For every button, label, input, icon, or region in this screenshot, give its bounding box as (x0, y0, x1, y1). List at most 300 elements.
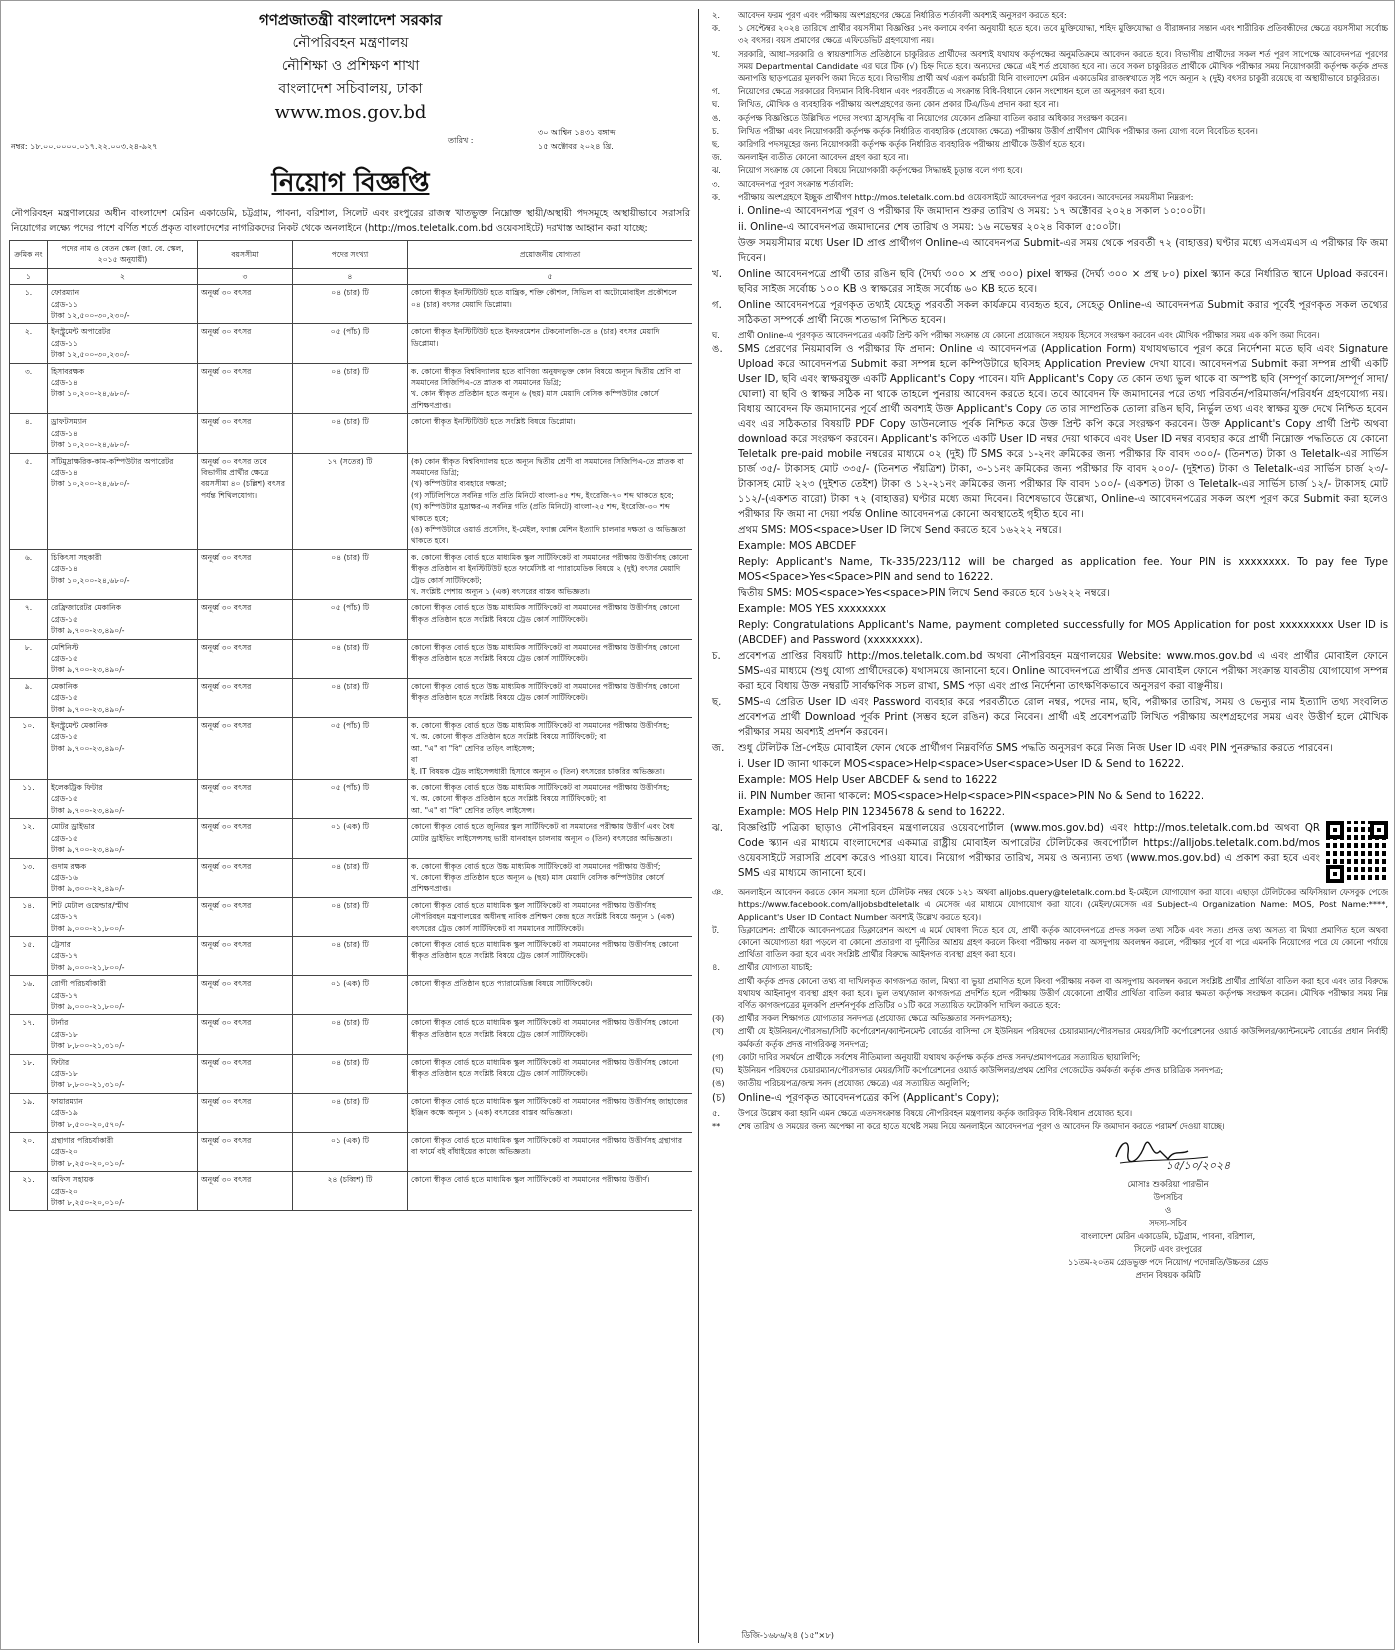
condition-text: Online আবেদনপত্রে পূরণকৃত তথ্যই যেহেতু পরবর্তী সকল কার্যক্রমে ব্যবহৃত হবে, সেহেতু Online-এ আবেদনপত্র Submit করার পূর্বেই পূরণকৃত সকল তথ্যের সঠিকতা সম্পর্কে প্রার্থী নিজে শতভাগ নিশ্চিত হবেন। (738, 300, 1388, 327)
cell-serial: ৩. (10, 363, 48, 414)
cell-serial: ৮. (10, 639, 48, 678)
cell-qualification: কোনো স্বীকৃত ইনস্টিটিউট হতে যান্ত্রিক, শক্তি কৌশল, সিভিল বা অটোমোবাইল প্রকৌশলে ০৪ (চার) বৎসর মেয়াদি ডিপ্লোমা। (408, 285, 693, 324)
condition-text: ডিক্লারেশন: প্রার্থীকে আবেদনপত্রের ডিক্লারেশন অংশে এ মর্মে ঘোষণা দিতে হবে যে, প্রার্থী কর্তৃক আবেদনপত্রে প্রদত্ত সকল তথ্য সঠিক এবং সত্য। প্রদত্ত তথ্য অসত্য বা মিথ্যা প্রমাণিত হলে অথবা কোনো অযোগ্যতা ধরা পড়লে বা কোনো প্রতারণা বা দুর্নীতির আশ্রয় গ্রহণ করলে কিংবা পরীক্ষায় নকল বা অসদুপায় অবলম্বন করলে, পরীক্ষার পূর্বে বা পরে এমনকি নিয়োগের পরে যে কোনো পর্যায়ে প্রার্থিতা বাতিল করা হবে এবং সংশ্লিষ্ট প্রার্থীর বিরুদ্ধে আইনগত ব্যবস্থা গ্রহণ করা হবে। (738, 924, 1388, 960)
condition-key: (ঘ) (712, 1065, 724, 1076)
condition-item (704, 961, 1388, 973)
condition-text: লিখিত পরীক্ষা এবং নিয়োগকারী কর্তৃপক্ষ কর্তৃক নির্ধারিত ব্যবহারিক (প্রযোজ্য ক্ষেত্রে) পরীক্ষায় উত্তীর্ণ প্রার্থীগণ মৌখিক পরীক্ষার জন্য যোগ্য বলে বিবেচিত হবেন। (738, 125, 1258, 136)
condition-key (704, 204, 738, 219)
condition-item (704, 649, 1388, 694)
condition-item (704, 48, 1388, 85)
cell-post: টার্নার গ্রেড-১৮ টাকা ৮,৮০০-২১,৩১০/- (48, 1015, 198, 1054)
dfp-code: ডিজি-১৬৮৬/২৪ (১৫"×৮) (741, 1630, 834, 1640)
cell-serial: ৪. (10, 414, 48, 453)
cell-count: ০৪ (চার) টি (293, 858, 408, 897)
condition-key: (খ) (712, 1026, 724, 1037)
cell-serial: ৫. (10, 453, 48, 549)
condition-item (704, 773, 1388, 788)
cell-serial: ১২. (10, 819, 48, 858)
cell-qualification: ক. কোনো স্বীকৃত বোর্ড হতে মাধ্যমিক স্কুল সার্টিফিকেট বা সমমানের পরীক্ষায় উত্তীর্ণসহ কোনো স্বীকৃত প্রতিষ্ঠান বা ইনস্টিটিউট হতে ফার্মেসিষ্ট বা প্যারামেডিক বিষয়ে ২ (দুই) বৎসর মেয়াদি ট্রেড কোর্স সার্টিফিকেট; খ. সংশ্লিষ্ট পেশায় অন্যূন ১ (এক) বৎসরের বাস্তব অভিজ্ঞতা। (408, 549, 693, 600)
condition-key: ঞ. (712, 887, 724, 898)
cell-age: অনূর্ধ্ব ৩০ বৎসর (198, 780, 293, 819)
cell-count: ০৫ (পাঁচ) টি (293, 600, 408, 639)
condition-item (704, 236, 1388, 266)
signatory-and: ও (1164, 1204, 1172, 1215)
condition-key: গ. (712, 300, 722, 312)
condition-key: ঙ. (712, 344, 723, 356)
col-header-count: পদের সংখ্যা (293, 241, 408, 269)
table-header-row (10, 241, 693, 269)
cell-serial: ১১. (10, 780, 48, 819)
table-row (10, 639, 693, 678)
condition-item (704, 695, 1388, 740)
cell-count: ০৪ (চার) টি (293, 363, 408, 414)
condition-key: জ. (712, 743, 725, 755)
cell-post: গুদাম রক্ষক গ্রেড-১৬ টাকা ৯,৩০০-২২,৪৯০/- (48, 858, 198, 897)
condition-key: ৫. (712, 1107, 721, 1118)
cell-post: ইলেকট্রিক ফিটার গ্রেড-১৫ টাকা ৯,৭০০-২৩,৪৯০/- (48, 780, 198, 819)
condition-text: ইউনিয়ন পরিষদের চেয়ারম্যান/পৌরসভার মেয়র/সিটি কর্পোরেশনের ওয়ার্ড কাউন্সিলর/প্রথম শ্রেণির গেজেটেড কর্মকর্তা কর্তৃক প্রদত্ত চারিত্রিক সনদপত্র; (738, 1065, 1224, 1076)
table-row (10, 324, 693, 363)
cell-count: ০৪ (চার) টি (293, 678, 408, 717)
condition-key: খ. (712, 269, 722, 281)
condition-item (704, 586, 1388, 601)
condition-text: Example: MOS ABCDEF (738, 541, 857, 553)
table-row (10, 1015, 693, 1054)
cell-count: ০১ (এক) টি (293, 1133, 408, 1172)
cell-post: শিট মেটাল ওয়েল্ডার/স্মীথ গ্রেড-১৭ টাকা ৯,০০০-২১,৮০০/- (48, 897, 198, 936)
condition-item (704, 220, 1388, 235)
condition-item (704, 164, 1388, 176)
condition-item (704, 555, 1388, 585)
table-row (10, 600, 693, 639)
memo-number: নম্বর: ১৮.০০.০০০০.০১৭.২২.০০৩.২৪-৯২৭ (11, 142, 158, 151)
cell-age: অনূর্ধ্ব ৩০ বৎসর (198, 976, 293, 1015)
cell-age: অনূর্ধ্ব ৩০ বৎসর (198, 858, 293, 897)
cell-serial: ১০. (10, 718, 48, 780)
condition-text: নিয়োগ সংক্রান্ত যে কোনো বিষয়ে নিয়োগকারী কর্তৃপক্ষের সিদ্ধান্তই চূড়ান্ত বলে গণ্য হবে। (738, 165, 1023, 176)
cell-serial: ১৭. (10, 1015, 48, 1054)
cell-post: ফিটার গ্রেড-১৮ টাকা ৮,৮০০-২১,৩১০/- (48, 1054, 198, 1093)
col-number: ৩ (198, 268, 293, 284)
condition-text: SMS-এ প্রেরিত User ID এবং Password ব্যবহার করে পরবর্তীতে রোল নম্বর, পদের নাম, ছবি, পরীক্ষার তারিখ, সময় ও ভেন্যুর নাম ইত্যাদি তথ্য সংবলিত প্রবেশপত্র প্রার্থী Download পূর্বক Print (সম্ভব হলে রঙিন) করে নিবেন। প্রার্থী এই প্রবেশপত্রটি লিখিত পরীক্ষায় অংশগ্রহণের সময় এবং উত্তীর্ণ হলে মৌখিক পরীক্ষার সময় অবশ্যই প্রদর্শন করবেন। (738, 697, 1388, 739)
cell-qualification: কোনো স্বীকৃত বোর্ড হতে উচ্চ মাধ্যমিক সার্টিফিকেট বা সমমানের পরীক্ষায় উত্তীর্ণসহ কোনো স্বীকৃত প্রতিষ্ঠান হতে সংশ্লিষ্ট বিষয়ে ট্রেড কোর্স সার্টিফিকেট। (408, 639, 693, 678)
cell-serial: ১৯. (10, 1093, 48, 1132)
column-divider (698, 9, 699, 1643)
condition-key (704, 555, 738, 585)
cell-count: ০৫ (পাঁচ) টি (293, 718, 408, 780)
cell-age: অনূর্ধ্ব ৩০ বৎসর (198, 285, 293, 324)
cell-age: অনূর্ধ্ব ৩০ বৎসর (198, 1093, 293, 1132)
cell-count: ০৪ (চার) টি (293, 549, 408, 600)
condition-item (704, 886, 1388, 923)
col-header-serial: ক্রমিক নং (10, 241, 48, 269)
cell-count: ০৪ (চার) টি (293, 936, 408, 975)
cell-qualification: (ক) কোন স্বীকৃত বিশ্ববিদ্যালয় হতে অন্যূন দ্বিতীয় শ্রেণী বা সমমানের সিজিপিএ-তে স্নাতক বা সমমানের ডিগ্রি; (খ) কম্পিউটার ব্যবহারে দক্ষতা; (গ) সাঁটলিপিতে সর্বনিম্ন গতি প্রতি মিনিটে বাংলা-৪৫ শব্দ, ইংরেজি-৭০ শব্দ থাকতে হবে; (ঘ) কম্পিউটার মুদ্রাক্ষর-এ সর্বনিম্ন গতি (প্রতি মিনিটে) বাংলা-২৫ শব্দ, ইংরেজি-৩০ শব্দ থাকতে হবে; (ঙ) কম্পিউটারে ওয়ার্ড প্রসেসিং, ই-মেইল, ফ্যাক্স মেশিন ইত্যাদি চালনার দক্ষতা ও অভিজ্ঞতা থাকতে হবে। (408, 453, 693, 549)
condition-text: কর্তৃপক্ষ বিজ্ঞপ্তিতে উল্লিখিত পদের সংখ্যা হ্রাস/বৃদ্ধি বা নিয়োগের যেকোন প্রক্রিয়া বাতিল করার অধিকার সংরক্ষণ করেন। (738, 112, 1127, 123)
condition-key: ঘ. (712, 99, 720, 110)
condition-key: (গ) (712, 1051, 724, 1062)
condition-key: খ. (712, 48, 721, 59)
condition-key: চ. (712, 125, 720, 136)
condition-text: প্রার্থী Online-এ পূরণকৃত আবেদনপত্রের একটি প্রিন্ট কপি পরীক্ষা সংক্রান্ত যে কোনো প্রয়োজনে সহায়ক হিসেবে সংরক্ষণ করবেন এবং মৌখিক পরীক্ষার সময় এক কপি জমা দিবেন। (738, 330, 1320, 341)
notice-title: নিয়োগ বিজ্ঞপ্তি (271, 168, 430, 198)
condition-item (704, 741, 1388, 756)
condition-key: ঙ. (712, 112, 721, 123)
condition-item (704, 151, 1388, 163)
condition-text: SMS প্রেরণের নিয়মাবলি ও পরীক্ষার ফি প্রদান: Online এ আবেদনপত্র (Application Form) যথাযথভাবে পূরণ করে নির্দেশনা মতে ছবি এবং Signature Upload করে আবেদনপত্র Submit করা সম্পন্ন হলে কম্পিউটারে ছবিসহ Application Preview দেখা যাবে। আবেদনপত্র Submit করা সম্পন্ন প্রার্থী একটি User ID, ছবি এবং স্বাক্ষরযুক্ত একটি Applicant's Copy পাবেন। যদি Applicant's Copy তে কোন তথ্য ভুল থাকে বা অস্পষ্ট ছবি (সম্পূর্ণ কালো/সম্পূর্ণ সাদা/ঘোলা) বা ছবি ও স্বাক্ষর সঠিক না থাকে তাহলে পুনরায় আবেদন করতে হবে। তবে আবেদন ফি জমাদানের পরে তথ্য পরিবর্তন/পরিমার্জন/পরিবর্ধন গ্রহণযোগ্য নয়। বিধায় আবেদন ফি জমাদানের পূর্বে প্রার্থী অবশ্যই উক্ত Applicant's Copy তে তার সাম্প্রতিক তোলা রঙিন ছবি, নির্ভুল তথ্য এবং স্বাক্ষর যুক্ত দেখে নিশ্চিত হবেন এবং এর সঠিকতার বিষয়টি PDF Copy ডাউনলোড পূর্বক নিশ্চিত করে উক্ত প্রিন্ট কপি করে সংরক্ষণ করবেন। উক্ত Applicant's Copy প্রার্থী প্রিন্ট অথবা download করে সংরক্ষণ করবেন। Applicant's কপিতে একটি User ID নম্বর দেয়া থাকবে এবং User ID নম্বর ব্যবহার করে প্রার্থী নিম্নোক্ত পদ্ধতিতে যে কোনো Teletalk pre-paid mobile নম্বরের মাধ্যমে ০২ (দুই) টি SMS করে ১-২নং ক্রমিকের জন্য পরীক্ষার ফি বাবদ ৩০০/- (তিনশত) টাকা ও Teletalk-এর সার্ভিস চার্জ ৩৫/- টাকাসহ মোট ৩৩৫/- (তিনশত পঁয়ত্রিশ) টাকা, ৩-১১নং ক্রমিকের জন্য পরীক্ষার ফি বাবদ ২০০/- (দুইশত) টাকা ও Teletalk-এর সার্ভিস চার্জ ২৩/- টাকাসহ মোট ২২৩ (দুইশত তেইশ) টাকা ও ১২-২১নং ক্রমিকের জন্য পরীক্ষার ফি বাবদ ১০০/- (একশত) টাকা ও Teletalk-এর সার্ভিস চার্জ ১২/- টাকাসহ মোট ১১২/-(একশত বারো) টাকা ৭২ (বাহাত্তর) ঘণ্টার মধ্যে জমা দিবেন। বিশেষভাবে উল্লেখ্য, Online-এ আবেদনপত্রের সকল অংশ পূরণ করে Submit করা হলেও পরীক্ষার ফি জমা না দেয়া পর্যন্ত Online আবেদনপত্র কোনো অবস্থাতেই গৃহীত হবে না। (738, 344, 1388, 521)
condition-item (704, 178, 1388, 190)
table-row (10, 1133, 693, 1172)
cell-count: ০৫ (পাঁচ) টি (293, 324, 408, 363)
cell-age: অনূর্ধ্ব ৩০ বৎসর (198, 819, 293, 858)
cell-post: রেফ্রিজারেটর মেকানিক গ্রেড-১৫ টাকা ৯,৭০০-২৩,৪৯০/- (48, 600, 198, 639)
condition-text: শেষ তারিখ ও সময়ের জন্য অপেক্ষা না করে হাতে যথেষ্ট সময় নিয়ে অনলাইনে আবেদনপত্র পূরণ ও আবেদন ফি জমাদান করতে পরামর্শ দেওয়া যাচ্ছে। (738, 1120, 1225, 1131)
cell-count: ০৪ (চার) টি (293, 897, 408, 936)
condition-text: জাতীয় পরিচয়পত্র/জন্ম সনদ (প্রযোজ্য ক্ষেত্রে) এর সত্যায়িত অনুলিপি; (738, 1078, 970, 1089)
condition-item (704, 1107, 1388, 1119)
condition-item (704, 342, 1388, 522)
signature-area (704, 1133, 1388, 1343)
cell-post: ইনস্ট্রুমেন্ট অপারেটর গ্রেড-১১ টাকা ১২,৫০০-৩০,২৩০/- (48, 324, 198, 363)
cell-serial: ১৪. (10, 897, 48, 936)
cell-age: অনূর্ধ্ব ৩০ বৎসর (198, 600, 293, 639)
condition-item (704, 1091, 1388, 1106)
signature-block (1038, 1133, 1298, 1282)
cell-count: ০৪ (চার) টি (293, 1093, 408, 1132)
cell-count: ০৪ (চার) টি (293, 1015, 408, 1054)
condition-item (704, 1077, 1388, 1089)
condition-key: ক. (712, 191, 721, 202)
left-column (9, 9, 692, 1643)
cell-post: ট্রেসার গ্রেড-১৭ টাকা ৯,০০০-২১,৮০০/- (48, 936, 198, 975)
cell-qualification: ক. কোনো স্বীকৃত বোর্ড হতে উচ্চ মাধ্যমিক সার্টিফিকেট বা সমমানের পরীক্ষায় উত্তীর্ণসহ; খ. অ. কোনো স্বীকৃত প্রতিষ্ঠান হতে সংশ্লিষ্ট বিষয়ে সার্টিফিকেট; বা আ. "এ" বা "বি" শ্রেণির তড়িৎ লাইসেন্স। (408, 780, 693, 819)
condition-key: ৪. (712, 962, 721, 973)
condition-text: অনলাইনে আবেদন করতে কোন সমস্যা হলে টেলিটক নম্বর থেকে ১২১ অথবা alljobs.query@teletalk.com.bd ই-মেইলে যোগাযোগ করা যাবে। এছাড়া টেলিটকের অফিসিয়াল ফেসবুক পেজে https://www.facebook.com/alljobsbdteletalk এ মেসেজ এর মাধ্যমে যোগাযোগ করা যাবে। (মেইল/মেসেজ এর Subject-এ Organization Name: MOS, Post Name:****, Applicant's User ID Contact Number অবশ্যই উল্লেখ করতে হবে)। (738, 887, 1388, 922)
col-number: ২ (48, 268, 198, 284)
cell-post: ফোরম্যান গ্রেড-১১ টাকা ১২,৫০০-৩০,২৩০/- (48, 285, 198, 324)
condition-item (704, 125, 1388, 137)
cell-age: অনূর্ধ্ব ৩০ বৎসর (198, 324, 293, 363)
col-number: ৪ (293, 268, 408, 284)
cell-age: অনূর্ধ্ব ৩০ বৎসর (198, 897, 293, 936)
condition-text: কোটা দাবির সমর্থনে প্রার্থীকে সর্বশেষ নীতিমালা অনুযায়ী যথাযথ কর্তৃপক্ষ কর্তৃক প্রদত্ত সনদ/প্রমাণপত্রের সত্যায়িত ছায়ালিপি; (738, 1051, 1141, 1062)
condition-item (704, 539, 1388, 554)
condition-key (704, 757, 738, 772)
condition-text: লিখিত, মৌখিক ও ব্যবহারিক পরীক্ষায় অংশগ্রহণের জন্য কোন প্রকার টিএ/ডিএ প্রদান করা হবে না। (738, 99, 1059, 110)
condition-text: প্রথম SMS: MOS<space>User ID লিখে Send করতে হবে ১৬২২২ নম্বরে। (738, 525, 1062, 537)
condition-text: Example: MOS Help User ABCDEF & send to 16222 (738, 775, 998, 787)
table-row (10, 718, 693, 780)
committee-line-1: বাংলাদেশ মেরিন একাডেমি, চট্টগ্রাম, পাবনা, বরিশাল, (1080, 1230, 1256, 1241)
cell-count: ০৫ (পাঁচ) টি (293, 780, 408, 819)
right-column (704, 9, 1388, 1643)
cell-count: ২৪ (চব্বিশ) টি (293, 1172, 408, 1211)
cell-serial: ২. (10, 324, 48, 363)
condition-item (704, 924, 1388, 961)
condition-item (704, 789, 1388, 804)
condition-key: চ. (712, 651, 721, 663)
committee-line-2: সিলেট এবং রংপুরের (1134, 1243, 1202, 1254)
cell-qualification: কোনো স্বীকৃত ইনস্টিটিউট হতে সংশ্লিষ্ট বিষয়ে ডিপ্লোমা। (408, 414, 693, 453)
cell-serial: ২১. (10, 1172, 48, 1211)
committee-line-4: প্রদান বিষয়ক কমিটি (1135, 1269, 1201, 1280)
condition-key: ২. (712, 10, 721, 20)
table-row (10, 678, 693, 717)
condition-key: (ক) (712, 1013, 725, 1024)
condition-key: ছ. (712, 697, 722, 709)
cell-serial: ৭. (10, 600, 48, 639)
condition-text: i. Online-এ আবেদনপত্র পূরণ ও পরীক্ষার ফি জমাদান শুরুর তারিখ ও সময়: ১৭ অক্টোবর ২০২৪ সকাল ১০:০০টা। (738, 206, 1206, 218)
condition-text: ii. PIN Number জানা থাকলে: MOS<space>Help<space>PIN<space>PIN No & Send to 16222. (738, 791, 1205, 803)
condition-text: উক্ত সময়সীমার মধ্যে User ID প্রাপ্ত প্রার্থীগণ Online-এ আবেদনপত্র Submit-এর সময় থেকে পরবর্তী ৭২ (বাহাত্তর) ঘণ্টার মধ্যে এসএমএস এ পরীক্ষার ফি জমা দিবেন। (738, 238, 1388, 265)
condition-text: প্রার্থী কর্তৃক প্রদত্ত কোনো তথ্য বা দাখিলকৃত কাগজপত্র জাল, মিথ্যা বা ভুয়া প্রমাণিত হলে কিংবা পরীক্ষায় নকল বা অসদুপায় অবলম্বন করলে সংশ্লিষ্ট প্রার্থীর প্রার্থিতা বাতিল করা হবে এবং তার বিরুদ্ধে যথাযথ আইনানুগ ব্যবস্থা গ্রহণ করা হবে। ভুল তথ্য/জাল কাগজপত্র প্রদর্শিত হলে পরীক্ষায় উত্তীর্ণ যেকোনো প্রার্থীর প্রার্থিতা বাতিল করার ক্ষমতা কর্তৃপক্ষ সংরক্ষণ করেন। মৌখিক পরীক্ষার সময় নিম্ন বর্ণিত কাগজপত্রের মূলকপি প্রদর্শনপূর্বক প্রতিটির ০১টি করে সত্যায়িত ফটোকপি দাখিল করতে হবে: (738, 975, 1388, 1011)
condition-key (704, 773, 738, 788)
condition-key: ঘ. (712, 330, 720, 341)
condition-key (704, 586, 738, 601)
cell-serial: ৬. (10, 549, 48, 600)
condition-text-body: বিজ্ঞপ্তিটি পত্রিকা ছাড়াও নৌপরিবহন মন্ত্রণালয়ের ওয়েবপোর্টাল (www.mos.gov.bd) এবং http://mos.teletalk.com.bd অথবা QR Code স্ক্যান এর মাধ্যমে বাংলাদেশের একমাত্র রাষ্ট্রীয় মোবাইল অপারেটর টেলিটকের জবপোর্টাল https://alljobs.teletalk.com.bd/mos ওয়েবসাইটে সরাসরি প্রবেশ করেও পাওয়া যাবে। নিয়োগ পরীক্ষার তারিখ, সময় ও অন্যান্য তথ্য (www.mos.gov.bd) এ প্রকাশ করা হবে এবং SMS এর মাধ্যমে জানানো হবে। (738, 823, 1320, 880)
cell-count: ০১ (এক) টি (293, 819, 408, 858)
condition-text: Reply: Congratulations Applicant's Name, payment completed successfully for MOS Application for post xxxxxxxxx User ID is (ABCDEF) and Password (xxxxxxxx). (738, 620, 1388, 647)
cell-age: অনূর্ধ্ব ৩০ বৎসর (198, 1172, 293, 1211)
table-row (10, 780, 693, 819)
cell-serial: ৯. (10, 678, 48, 717)
condition-item (704, 22, 1388, 46)
condition-key: গ. (712, 86, 721, 97)
condition-item (704, 329, 1388, 341)
committee-line-3: ১১তম-২০তম গ্রেডভুক্ত পদে নিয়োগ/ পদোন্নতি/উচ্চতর গ্রেড (1067, 1256, 1269, 1267)
condition-text: প্রার্থীর যোগ্যতা যাচাই: (738, 962, 813, 973)
cell-count: ০১ (এক) টি (293, 976, 408, 1015)
condition-text: প্রার্থীর সকল শিক্ষাগত যোগ্যতার সনদপত্র (প্রযোজ্য ক্ষেত্রে অভিজ্ঞতার সনদপত্রসহ); (738, 1013, 1013, 1024)
condition-item (704, 757, 1388, 772)
condition-item (704, 112, 1388, 124)
condition-text: অনলাইন ব্যতীত কোনো আবেদন গ্রহণ করা হবে না। (738, 152, 909, 163)
cell-qualification: ক. কোনো স্বীকৃত বোর্ড হতে উচ্চ মাধ্যমিক সার্টিফিকেট বা সমমানের পরীক্ষায় উত্তীর্ণ; খ. কোনো স্বীকৃত প্রতিষ্ঠান হতে অন্যূন ৬ (ছয়) মাস মেয়াদি বেসিক কম্পিউটার কোর্সে প্রশিক্ষণপ্রাপ্ত। (408, 858, 693, 897)
col-number: ৫ (408, 268, 693, 284)
condition-text: Online-এ পূরণকৃত আবেদনপত্রের কপি (Applicant's Copy); (738, 1092, 1000, 1104)
condition-item (704, 821, 1388, 885)
cell-count: ০৪ (চার) টি (293, 1054, 408, 1093)
cell-serial: ১৬. (10, 976, 48, 1015)
condition-text: আবেদন ফরম পূরণ এবং পরীক্ষায় অংশগ্রহণের ক্ষেত্রে নির্ধারিত শর্তাবলী অবশ্যই অনুসরণ করতে হবে: (738, 10, 1067, 20)
signatory-designation: উপসচিব (1153, 1191, 1183, 1202)
condition-key: (ঙ) (712, 1078, 725, 1089)
cell-post: ইনস্ট্রুমেন্ট মেকানিক গ্রেড-১৫ টাকা ৯,৭০০-২৩,৪৯০/- (48, 718, 198, 780)
cell-age: অনূর্ধ্ব ৩০ বৎসর (198, 363, 293, 414)
table-row (10, 414, 693, 453)
cell-count: ০৪ (চার) টি (293, 414, 408, 453)
cell-serial: ১৮. (10, 1054, 48, 1093)
col-header-qualification: প্রয়োজনীয় যোগ্যতা (408, 241, 693, 269)
table-row (10, 819, 693, 858)
cell-post: মেকানিক গ্রেড-১৫ টাকা ৯,৭০০-২৩,৪৯০/- (48, 678, 198, 717)
cell-qualification: ক. কোনো স্বীকৃত বিশ্ববিদ্যালয় হতে বাণিজ্য অনুষদভুক্ত কোন বিষয়ে অন্যূন দ্বিতীয় শ্রেণি বা সমমানের সিজিপিএ-তে স্নাতক বা সমমানের ডিগ্রি; খ. কোন স্বীকৃত প্রতিষ্ঠান হতে অন্যূন ৬ (ছয়) মাস মেয়াদি বেসিক কম্পিউটার কোর্সে প্রশিক্ষণপ্রাপ্ত। (408, 363, 693, 414)
cell-post: ফায়ারম্যান গ্রেড-১৯ টাকা ৮,৫০০-২০,৫৭০/- (48, 1093, 198, 1132)
qr-code-icon[interactable] (1326, 821, 1388, 883)
cell-post: মেশিনিস্ট গ্রেড-১৫ টাকা ৯,৭০০-২৩,৪৯০/- (48, 639, 198, 678)
cell-qualification: কোনো স্বীকৃত বোর্ড হতে মাধ্যমিক স্কুল সার্টিফিকেট বা সমমানের পরীক্ষায় উত্তীর্ণসহ জাহাজের ইঞ্জিন কক্ষে অন্যূন ১ (এক) বৎসরের বাস্তব অভিজ্ঞতা। (408, 1093, 693, 1132)
condition-key (704, 539, 738, 554)
table-row (10, 285, 693, 324)
cell-serial: ১. (10, 285, 48, 324)
table-row (10, 858, 693, 897)
cell-qualification: কোনো স্বীকৃত বোর্ড হতে উচ্চ মাধ্যমিক সার্টিফিকেট বা সমমানের পরীক্ষায় উত্তীর্ণসহ কোনো স্বীকৃত প্রতিষ্ঠান হতে সংশ্লিষ্ট বিষয়ে ট্রেড কোর্স সার্টিফিকেট। (408, 600, 693, 639)
condition-text: সরকারি, আধা-সরকারি ও স্বায়ত্তশাসিত প্রতিষ্ঠানে চাকুরিরত প্রার্থীদের অবশ্যই যথাযথ কর্তৃপক্ষের অনুমতিক্রমে আবেদন করতে হবে। বিভাগীয় প্রার্থীদের সকল শর্ত পূরণ সাপেক্ষে আবেদনপত্র পূরণের সময় Departmental Candidate এর ঘরে টিক (√) চিহ্ন দিতে হবে। অন্যদের ক্ষেত্রে এই শর্ত প্রযোজ্য হবে না। তবে সকল চাকুরিরত প্রার্থীকে মৌখিক পরীক্ষার সময় নিয়োগকারী কর্তৃপক্ষ কর্তৃক প্রদত্ত অনাপত্তি ছাড়পত্রের মূলকপি জমা দিতে হবে। বিভাগীয় প্রার্থী অর্থ এরূপ কর্মচারী যিনি বাংলাদেশ মেরিন একাডেমির রাজস্বখাতে সৃষ্ট পদে অন্যূন ২ (দুই) বৎসর চাকুরী রয়েছে বা অস্থায়ীভাবে চাকুরিরত। (738, 48, 1388, 84)
table-row (10, 897, 693, 936)
condition-text: পরীক্ষায় অংশগ্রহণে ইচ্ছুক প্রার্থীগণ http://mos.teletalk.com.bd ওয়েবসাইটে আবেদনপত্র পূরণ করবেন। আবেদনের সময়সীমা নিম্নরূপ: (738, 191, 1194, 202)
cell-age: অনূর্ধ্ব ৩০ বৎসর (198, 1015, 293, 1054)
condition-item (704, 1120, 1388, 1132)
condition-key (704, 602, 738, 617)
condition-key: জ. (712, 152, 723, 163)
cell-qualification: কোনো স্বীকৃত ইনস্টিটিউট হতে ইনফরমেশন টেকনোলজি-তে ৪ (চার) বৎসর মেয়াদি ডিপ্লোমা। (408, 324, 693, 363)
cell-post: অফিস সহায়ক গ্রেড-২০ টাকা ৮,২৫০-২০,০১০/- (48, 1172, 198, 1211)
condition-text: শুধু টেলিটক প্রি-পেইড মোবাইল ফোন থেকে প্রার্থীগণ নিম্নবর্ণিত SMS পদ্ধতি অনুসরণ করে নিজ নিজ User ID এবং PIN পুনরুদ্ধার করতে পারবেন। (738, 743, 1333, 755)
cell-age: অনূর্ধ্ব ৩০ বৎসর (198, 414, 293, 453)
date-bangla: ৩০ আশ্বিন ১৪৩১ বঙ্গাব্দ (538, 128, 616, 137)
cell-post: গ্রন্থাগার পরিচর্যাকারী গ্রেড-২০ টাকা ৮,২৫০-২০,০১০/- (48, 1133, 198, 1172)
cell-age: অনূর্ধ্ব ৩০ বৎসর (198, 1054, 293, 1093)
cell-qualification: ক. কোনো স্বীকৃত বোর্ড হতে উচ্চ মাধ্যমিক সার্টিফিকেট বা সমমানের পরীক্ষায় উত্তীর্ণসহ; খ. অ. কোনো স্বীকৃত প্রতিষ্ঠান হতে সংশ্লিষ্ট বিষয়ে সার্টিফিকেট; বা আ. "এ" বা "বি" শ্রেণির তড়িৎ লাইসেন্স; বা ই. IT বিষয়ক ট্রেড লাইসেন্সধারী হিসাবে অন্যূন ৩ (তিন) বৎসরের চাকরির অভিজ্ঞতা। (408, 718, 693, 780)
condition-key: ঝ. (712, 823, 723, 835)
condition-key (704, 975, 738, 1012)
signature-date: ১৫/১০/২০২৪ (1165, 1158, 1231, 1172)
condition-text: প্রবেশপত্র প্রাপ্তির বিষয়টি http://mos.teletalk.com.bd অথবা নৌপরিবহন মন্ত্রণালয়ের Website: www.mos.gov.bd এ এবং প্রার্থীর মোবাইল ফোনে SMS-এর মাধ্যমে (শুধু যোগ্য প্রার্থীদেরকে) যথাসময়ে জানানো হবে। Online আবেদনপত্রে প্রার্থীর প্রদত্ত মোবাইল ফোনে পরীক্ষা সংক্রান্ত যাবতীয় যোগাযোগ সম্পন্ন করা হবে বিধায় উক্ত নম্বরটি সার্বক্ষণিক সচল রাখা, SMS পড়া এবং প্রাপ্ত নির্দেশনা তাৎক্ষণিকভাবে অনুসরণ করা বাঞ্ছনীয়। (738, 651, 1388, 693)
cell-qualification: কোনো স্বীকৃত বোর্ড হতে মাধ্যমিক স্কুল সার্টিফিকেট বা সমমানের পরীক্ষায় উত্তীর্ণসহ গ্রন্থাগার বা ফার্মে বই বাঁধাইয়ের কাজে অভিজ্ঞতা। (408, 1133, 693, 1172)
condition-text: ১ সেপ্টেম্বর ২০২৪ তারিখে প্রার্থীর বয়সসীমা বিজ্ঞপ্তির ১নং কলামে বর্ণনা অনুযায়ী হতে হবে। তবে মুক্তিযোদ্ধা, শহিদ মুক্তিযোদ্ধা ও বীরাঙ্গনার সন্তান এবং শারীরিক প্রতিবন্ধীদের ক্ষেত্রে বয়সসীমা সর্বোচ্চ ৩২ বৎসর। বয়স প্রমাণের ক্ষেত্রে এফিডেভিট গ্রহণযোগ্য নয়। (738, 23, 1388, 46)
signatory-name: মোসাঃ শুকরিয়া পারভীন (1127, 1178, 1209, 1189)
intro-paragraph: নৌপরিবহন মন্ত্রণালয়ের অধীন বাংলাদেশ মেরিন একাডেমি, চট্টগ্রাম, পাবনা, বরিশাল, সিলেট এবং রংপুরের রাজস্ব খাতভুক্ত নিম্নোক্ত স্থায়ী/অস্থায়ী পদসমূহে অস্থায়ীভাবে সরাসরি নিয়োগের লক্ষ্যে পদের পাশে বর্ণিত শর্তে প্রকৃত বাংলাদেশের নাগরিকদের নিকট থেকে অনলাইনে (http://mos.teletalk.com.bd ওয়েবসাইটে) দরখাস্ত আহ্বান করা যাচ্ছে: (11, 208, 690, 234)
condition-text: ii. Online-এ আবেদনপত্র জমাদানের শেষ তারিখ ও সময়: ১৬ নভেম্বর ২০২৪ বিকাল ৫:০০টা। (738, 222, 1122, 234)
cell-qualification: কোনো স্বীকৃত বোর্ড হতে মাধ্যমিক স্কুল সার্টিফিকেট বা সমমানের পরীক্ষায় উত্তীর্ণসহ কোনো স্বীকৃত প্রতিষ্ঠান হতে সংশ্লিষ্ট বিষয়ে ট্রেড কোর্স সার্টিফিকেট। (408, 936, 693, 975)
cell-count: ০৪ (চার) টি (293, 285, 408, 324)
cell-qualification: কোনো স্বীকৃত বোর্ড হতে মাধ্যমিক স্কুল সার্টিফিকেট বা সমমানের পরীক্ষায় উত্তীর্ণ। (408, 1172, 693, 1211)
condition-item (704, 975, 1388, 1012)
condition-key (704, 236, 738, 266)
condition-item (704, 85, 1388, 97)
cell-age: অনূর্ধ্ব ৩০ বৎসর (198, 678, 293, 717)
date-label: তারিখ : (448, 136, 474, 145)
condition-key (704, 789, 738, 804)
cell-post: চিকিৎসা সহকারী গ্রেড-১৪ টাকা ১০,২০০-২৪,৬৮০/- (48, 549, 198, 600)
condition-key: ** (712, 1120, 721, 1131)
cell-qualification: কোনো স্বীকৃত বোর্ড হতে জুনিয়র স্কুল সার্টিফিকেট বা সমমানের পরীক্ষায় উত্তীর্ণ এবং বৈধ মোটর ড্রাইভিং লাইসেন্সসহ ভারী যানবাহন চালনায় অন্যূন ৩ (তিন) বৎসরের অভিজ্ঞতা। (408, 819, 693, 858)
condition-item (704, 805, 1388, 820)
govt-name: গণপ্রজাতন্ত্রী বাংলাদেশ সরকার (259, 11, 442, 29)
condition-key (704, 805, 738, 820)
condition-item (704, 523, 1388, 538)
cell-age: অনূর্ধ্ব ৩০ বৎসর (198, 549, 293, 600)
col-header-age: বয়সসীমা (198, 241, 293, 269)
condition-text: দ্বিতীয় SMS: MOS<space>Yes<space>PIN লিখে Send করতে হবে ১৬২২২ নম্বরে। (738, 588, 1111, 600)
condition-item (704, 267, 1388, 297)
condition-item (704, 191, 1388, 203)
condition-item (704, 204, 1388, 219)
condition-text: Example: MOS Help PIN 12345678 & send to 16222. (738, 807, 1005, 819)
table-row (10, 1172, 693, 1211)
table-colnum-row (10, 268, 693, 284)
cell-age: অনূর্ধ্ব ৩০ বৎসর তবে বিভাগীয় প্রার্থীর ক্ষেত্রে বয়সসীমা ৪০ (চল্লিশ) বৎসর পর্যন্ত শিথিলযোগ্য। (198, 453, 293, 549)
condition-item (704, 9, 1388, 21)
col-number: ১ (10, 268, 48, 284)
website[interactable]: www.mos.gov.bd (274, 102, 427, 123)
condition-item (704, 618, 1388, 648)
condition-text (738, 821, 1388, 885)
cell-post: রোগী পরিচর্যাকারী গ্রেড-১৭ টাকা ৯,০০০-২১,৮০০/- (48, 976, 198, 1015)
cell-count: ০৪ (চার) টি (293, 639, 408, 678)
condition-item (704, 1051, 1388, 1063)
condition-key: ঝ. (712, 165, 721, 176)
condition-item (704, 1012, 1388, 1024)
table-row (10, 453, 693, 549)
condition-text: Online আবেদনপত্রে প্রার্থী তার রঙিন ছবি (দৈর্ঘ্য ৩০০ × প্রস্থ ৩০০) pixel স্বাক্ষর (দৈর্ঘ্য ৩০০ × প্রস্থ ৮০) pixel স্ক্যান করে নির্ধারিত স্থানে Upload করবেন। ছবির সাইজ সর্বোচ্চ ১০০ KB ও স্বাক্ষরের সাইজ সর্বোচ্চ ৬০ KB হতে হবে। (738, 269, 1388, 296)
cell-age: অনূর্ধ্ব ৩০ বৎসর (198, 718, 293, 780)
letterhead (9, 9, 692, 124)
condition-key: (চ) (712, 1092, 726, 1104)
col-header-post: পদের নাম ও বেতন স্কেল (জা. বে. স্কেল, ২০১৫ অনুযায়ী) (48, 241, 198, 269)
cell-post: ড্রাফটসম্যান গ্রেড-১৪ টাকা ১০,২০০-২৪,৬৮০/- (48, 414, 198, 453)
condition-text: i. User ID জানা থাকলে MOS<space>Help<space>User<space>User ID & Send to 16222. (738, 759, 1185, 771)
condition-text: কারিগরি পদসমূহের জন্য নিয়োগকারী কর্তৃপক্ষ কর্তৃক নির্ধারিত ব্যবহারিক পরীক্ষায় প্রার্থীকে উত্তীর্ণ হতে হবে। (738, 139, 1085, 150)
condition-key (704, 523, 738, 538)
condition-key: ট. (712, 924, 720, 935)
condition-key (704, 220, 738, 235)
condition-key (704, 618, 738, 648)
condition-item (704, 98, 1388, 110)
branch-name: নৌশিক্ষা ও প্রশিক্ষণ শাখা (281, 58, 420, 74)
conditions-section (704, 9, 1388, 1132)
table-row (10, 936, 693, 975)
table-row (10, 976, 693, 1015)
reference-row (9, 124, 692, 162)
table-row (10, 363, 693, 414)
signatory-role: সদস্য-সচিব (1149, 1217, 1187, 1228)
table-row (10, 549, 693, 600)
condition-key: ৩. (712, 178, 721, 189)
condition-text: উপরে উল্লেখ করা হয়নি এমন ক্ষেত্রে এতদসংক্রান্ত বিষয়ে নৌপরিবহন মন্ত্রণালয় কর্তৃক জারিকৃত বিধি-বিধান প্রযোজ্য হবে। (738, 1107, 1133, 1118)
cell-qualification: কোনো স্বীকৃত বোর্ড হতে উচ্চ মাধ্যমিক সার্টিফিকেট বা সমমানের পরীক্ষায় উত্তীর্ণসহ কোনো স্বীকৃত প্রতিষ্ঠান হতে সংশ্লিষ্ট বিষয়ে ট্রেড কোর্স সার্টিফিকেট। (408, 678, 693, 717)
cell-serial: ১৩. (10, 858, 48, 897)
vacancy-table (9, 240, 692, 1211)
ministry-name: নৌপরিবহন মন্ত্রণালয় (292, 35, 409, 51)
table-row (10, 1054, 693, 1093)
condition-text: নিয়োগের ক্ষেত্রে সরকারের বিদ্যমান বিধি-বিধান এবং পরবর্তীতে এ সংক্রান্ত বিধি-বিধানে কোন সংশোধন হলে তা অনুসরণ করা হবে। (738, 86, 1165, 97)
date-english: ১৫ অক্টোবর ২০২৪ খ্রি. (538, 142, 614, 151)
cell-serial: ১৫. (10, 936, 48, 975)
condition-text: Reply: Applicant's Name, Tk-335/223/112 will be charged as application fee. Your PIN is xxxxxxxx. To pay fee Type MOS<Space>Yes<Space>PIN and send to 16222. (738, 557, 1388, 584)
table-row (10, 1093, 693, 1132)
condition-key: ক. (712, 23, 721, 34)
cell-qualification: কোনো স্বীকৃত বোর্ড হতে মাধ্যমিক স্কুল সার্টিফিকেট বা সমমানের পরীক্ষায় উত্তীর্ণসহ নৌপরিবহন মন্ত্রণালয়ের অধীনস্থ নাবিক প্রশিক্ষণ কেন্দ্র হতে সংশ্লিষ্ট বিষয়ে অন্যূন ১ (এক) বৎসরের ট্রেড কোর্স সার্টিফিকেট বা সমমানের সার্টিফিকেট। (408, 897, 693, 936)
cell-age: অনূর্ধ্ব ৩০ বৎসর (198, 936, 293, 975)
condition-item (704, 1025, 1388, 1049)
condition-text: আবেদনপত্র পূরণ সংক্রান্ত শর্তাবলি: (738, 178, 854, 189)
condition-item (704, 1064, 1388, 1076)
condition-text: প্রার্থী যে ইউনিয়ন/পৌরসভা/সিটি কর্পোরেশন/ক্যান্টনমেন্ট বোর্ডের বাসিন্দা সে ইউনিয়ন পরিষদের চেয়ারম্যান/পৌরসভার মেয়র/সিটি কর্পোরেশনের ওয়ার্ড কাউন্সিলর/ক্যান্টনমেন্ট বোর্ডের প্রধান নির্বাহী কর্মকর্তা কর্তৃক প্রদত্ত নাগরিকত্ব সনদপত্র; (738, 1026, 1388, 1049)
cell-post: সাঁটমুদ্রাক্ষরিক-কাম-কম্পিউটার অপারেটর গ্রেড-১৪ টাকা ১০,২০০-২৪,৬৮০/- (48, 453, 198, 549)
condition-item (704, 602, 1388, 617)
condition-key: ছ. (712, 139, 720, 150)
cell-qualification: কোনো স্বীকৃত প্রতিষ্ঠান হতে প্যারামেডিক্স বিষয়ে সার্টিফিকেট। (408, 976, 693, 1015)
cell-post: মোটর ড্রাইভার গ্রেড-১৫ টাকা ৯,৭০০-২৩,৪৯০/- (48, 819, 198, 858)
cell-age: অনূর্ধ্ব ৩০ বৎসর (198, 1133, 293, 1172)
condition-item (704, 138, 1388, 150)
cell-serial: ২০. (10, 1133, 48, 1172)
condition-text: Example: MOS YES xxxxxxxx (738, 604, 886, 616)
secretariat-name: বাংলাদেশ সচিবালয়, ঢাকা (278, 81, 423, 97)
condition-item (704, 298, 1388, 328)
